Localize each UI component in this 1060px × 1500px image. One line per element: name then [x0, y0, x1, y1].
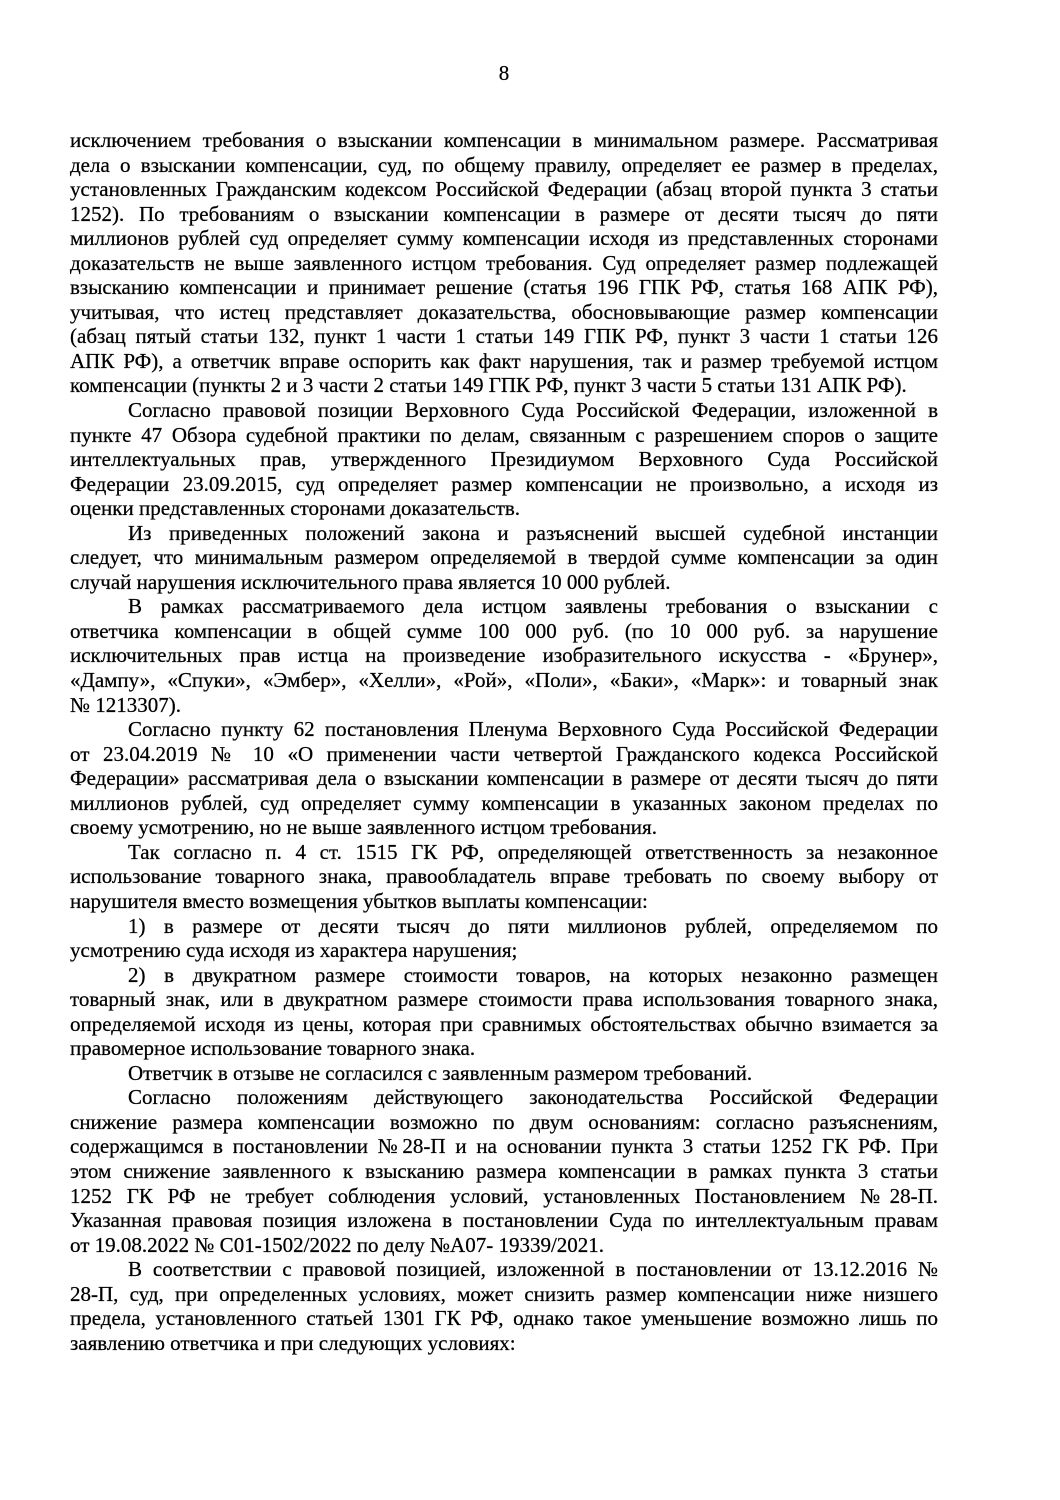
- document-body: [70, 128, 938, 1355]
- text-line: Согласно правовой позиции Верховного Суда Российской Федерации, изложенной в: [128, 398, 938, 423]
- text-line: Из приведенных положений закона и разъяснений высшей судебной инстанции: [128, 520, 938, 545]
- text-line: В соответствии с правовой позицией, изложенной в постановлении от 13.12.2016 №: [128, 1257, 938, 1282]
- text-line: исключением требования о взыскании компенсации в минимальном размере. Рассматривая: [70, 128, 938, 152]
- text-line: нарушителя вместо возмещения убытков выплаты компенсации:: [70, 888, 648, 913]
- text-line: ответчика компенсации в общей сумме 100 000 руб. (по 10 000 руб. за нарушение: [70, 618, 938, 643]
- text-line: заявлению ответчика и при следующих условиях:: [70, 1330, 516, 1355]
- paragraph: [70, 128, 938, 398]
- text-line: предела, установленного статьей 1301 ГК РФ, однако такое уменьшение возможно лишь по: [70, 1306, 938, 1331]
- paragraph: [70, 594, 938, 717]
- paragraph: [70, 1085, 938, 1257]
- text-line: Так согласно п. 4 ст. 1515 ГК РФ, определяющей ответственность за незаконное: [128, 839, 938, 864]
- text-line: своему усмотрению, но не выше заявленного истцом требования.: [70, 815, 657, 840]
- text-line: доказательств не выше заявленного истцом требования. Суд определяет размер подлежащей: [70, 250, 938, 275]
- paragraph: [70, 963, 938, 1061]
- text-line: (абзац пятый статьи 132, пункт 1 части 1 статьи 149 ГПК РФ, пункт 3 части 1 статьи 126: [70, 324, 938, 349]
- text-line: от 23.04.2019 № 10 «О применении части четвертой Гражданского кодекса Российской: [70, 741, 938, 766]
- text-line: этом снижение заявленного к взысканию размера компенсации в рамках пункта 3 статьи: [70, 1158, 938, 1183]
- text-line: учитывая, что истец представляет доказательства, обосновывающие размер компенсации: [70, 299, 938, 324]
- text-line: оценки представленных сторонами доказательств.: [70, 496, 521, 521]
- text-line: усмотрению суда исходя из характера нарушения;: [70, 938, 518, 963]
- text-line: товарный знак, или в двукратном размере стоимости права использования товарного знака,: [70, 987, 938, 1012]
- text-line: использование товарного знака, правообладатель вправе требовать по своему выбору от: [70, 864, 938, 889]
- text-line: правомерное использование товарного знака.: [70, 1036, 476, 1061]
- paragraph: [70, 914, 938, 963]
- text-line: Согласно положениям действующего законодательства Российской Федерации: [128, 1085, 938, 1110]
- text-line: содержащимся в постановлении №28-П и на основании пункта 3 статьи 1252 ГК РФ. При: [70, 1134, 938, 1159]
- text-line: взысканию компенсации и принимает решение (статья 196 ГПК РФ, статья 168 АПК РФ),: [70, 275, 938, 300]
- text-line: Федерации» рассматривая дела о взыскании компенсации в размере от десяти тысяч до пяти: [70, 766, 938, 791]
- text-line: определяемой исходя из цены, которая при сравнимых обстоятельствах обычно взимается за: [70, 1011, 938, 1036]
- paragraph: [70, 1257, 938, 1355]
- text-line: случай нарушения исключительного права является 10 000 рублей.: [70, 569, 671, 594]
- paragraph: [70, 717, 938, 840]
- text-line: исключительных прав истца на произведение изобразительного искусства - «Брунер»,: [70, 643, 938, 668]
- text-line: пункте 47 Обзора судебной практики по делам, связанным с разрешением споров о защите: [70, 422, 938, 447]
- paragraph: [70, 840, 938, 914]
- paragraph: [70, 398, 938, 521]
- text-line: установленных Гражданским кодексом Российской Федерации (абзац второй пункта 3 статьи: [70, 177, 938, 202]
- page-number: 8: [498, 61, 510, 85]
- text-line: Указанная правовая позиция изложена в постановлении Суда по интеллектуальным правам: [70, 1208, 938, 1233]
- text-line: 1) в размере от десяти тысяч до пяти миллионов рублей, определяемом по: [128, 913, 938, 938]
- text-line: 1252 ГК РФ не требует соблюдения условий, установленных Постановлением №28-П.: [70, 1183, 938, 1208]
- text-line: компенсации (пункты 2 и 3 части 2 статьи 149 ГПК РФ, пункт 3 части 5 статьи 131 АПК РФ).: [70, 373, 907, 398]
- text-line: Федерации 23.09.2015, суд определяет размер компенсации не произвольно, а исходя из: [70, 471, 938, 496]
- text-line: 1252). По требованиям о взыскании компенсации в размере от десяти тысяч до пяти: [70, 201, 938, 226]
- text-line: дела о взыскании компенсации, суд, по общему правилу, определяет ее размер в пределах,: [70, 152, 938, 177]
- paragraph: [70, 521, 938, 595]
- text-line: Ответчик в отзыве не согласился с заявленным размером требований.: [128, 1060, 753, 1085]
- text-line: 2) в двукратном размере стоимости товаров, на которых незаконно размещен: [128, 962, 938, 987]
- text-line: интеллектуальных прав, утвержденного Президиумом Верховного Суда Российской: [70, 447, 938, 472]
- text-line: миллионов рублей суд определяет сумму компенсации исходя из представленных сторонами: [70, 226, 938, 251]
- paragraph: [70, 1061, 938, 1086]
- text-line: Согласно пункту 62 постановления Пленума Верховного Суда Российской Федерации: [128, 717, 938, 742]
- text-line: В рамках рассматриваемого дела истцом заявлены требования о взыскании с: [128, 594, 938, 619]
- text-line: «Дампу», «Спуки», «Эмбер», «Хелли», «Рой», «Поли», «Баки», «Марк»: и товарный знак: [70, 668, 938, 693]
- text-line: снижение размера компенсации возможно по двум основаниям: согласно разъяснениям,: [70, 1109, 938, 1134]
- text-line: миллионов рублей, суд определяет сумму компенсации в указанных законом пределах по: [70, 790, 938, 815]
- text-line: 28-П, суд, при определенных условиях, может снизить размер компенсации ниже низшего: [70, 1281, 938, 1306]
- text-line: от 19.08.2022 № С01-1502/2022 по делу №А07- 19339/2021.: [70, 1232, 605, 1257]
- text-line: АПК РФ), а ответчик вправе оспорить как факт нарушения, так и размер требуемой истцом: [70, 348, 938, 373]
- text-line: № 1213307).: [70, 692, 182, 717]
- text-line: следует, что минимальным размером определяемой в твердой сумме компенсации за один: [70, 545, 938, 570]
